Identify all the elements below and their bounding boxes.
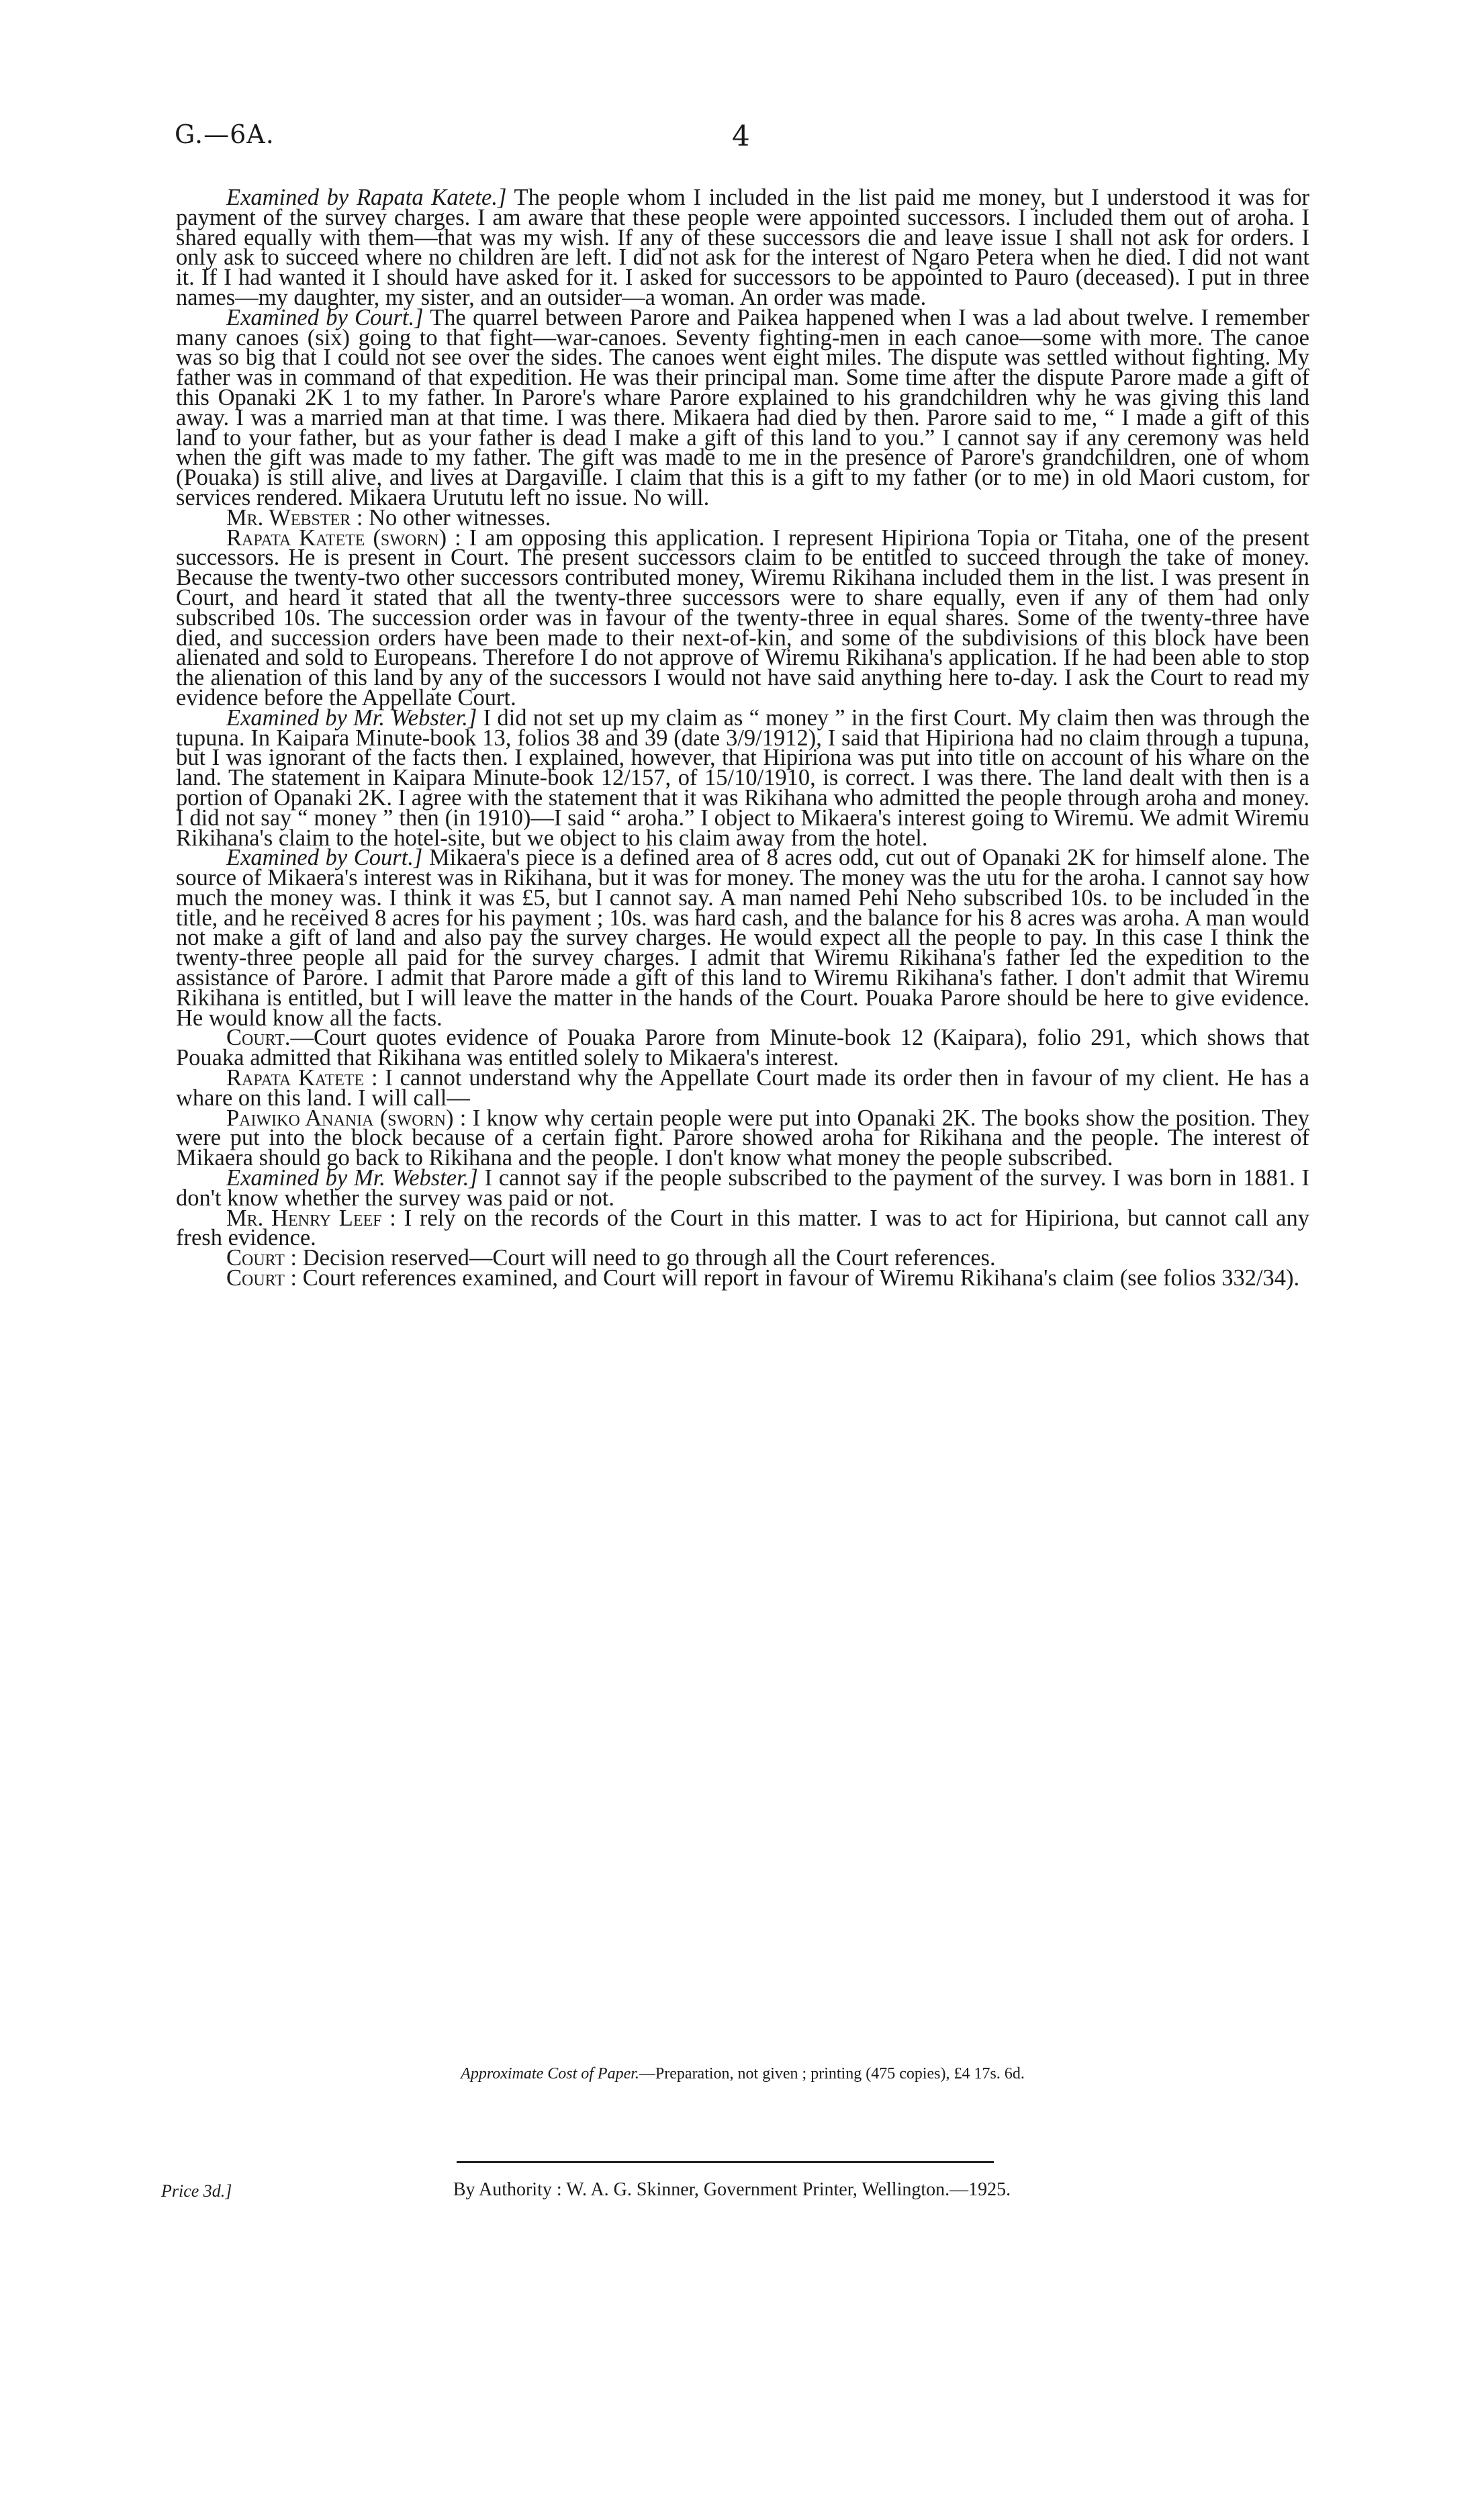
- paragraph: [176, 185, 1309, 310]
- paragraph-lead: Examined by Mr. Webster.]: [226, 1165, 478, 1191]
- paragraph-lead: Paiwiko Anania (sworn) :: [226, 1105, 467, 1131]
- paragraph: [176, 1205, 1309, 1251]
- paragraph-text: The quarrel between Parore and Paikea happened when I was a lad about twelve. I remember many canoes (six) going to that fight—war-canoes. Seventy fighting-men in each canoe—some with more. The canoe was so big that I could not see over the sides. The canoes went eight miles. The dispute was settled without fighting. My father was in command of that expedition. He was their principal man. Some time after the dispute Parore made a gift of this Opanaki 2K 1 to my father. In Parore's whare Parore explained to his grandchildren why he was giving this land away. I was a married man at that time. I was there. Mikaera had died by then. Parore said to me, “ I made a gift of this land to your father, but as your father is dead I make a gift of this land to you.” I cannot say if any ceremony was held when the gift was made to my father. The gift was made to me in the presence of Parore's grandchildren, one of whom (Pouaka) is still alive, and lives at Dargaville. I claim that this is a gift to my father (or to me) in old Maori custom, for services rendered. Mikaera Urututu left no issue. No will.: [176, 304, 1309, 510]
- paragraph-text: I cannot understand why the Appellate Court made its order then in favour of my client. He has a whare on this land. I will call—: [176, 1065, 1309, 1111]
- paragraph: [176, 1165, 1310, 1211]
- paragraph: [176, 524, 1309, 711]
- paragraph-text: The people whom I included in the list paid me money, but I understood it was for payment of the survey charges. I am aware that these people were appointed successors. I included them out of aroha. I shared equally with them—that was my wish. If any of these successors die and leave issue I shall not ask for orders. I only ask to succeed where no children are left. I did not ask for the interest of Ngaro Petera when he died. I did not want it. If I had wanted it I should have asked for it. I asked for successors to be appointed to Pauro (deceased). I put in three names—my daughter, my sister, and an outsider—a woman. An order was made.: [176, 185, 1309, 310]
- body-text: [176, 185, 1310, 1291]
- approximate-cost-line: [176, 2065, 1309, 2083]
- paragraph: [176, 845, 1310, 1031]
- paragraph-lead: Examined by Rapata Katete.]: [226, 185, 507, 210]
- page-header: [175, 120, 1309, 160]
- paragraph: [176, 1105, 1310, 1171]
- paragraph: [176, 1065, 1309, 1111]
- paragraph-text: I cannot say if the people subscribed to the payment of the survey. I was born in 1881. I don't know whether the survey was paid or not.: [176, 1165, 1310, 1211]
- page-number: 4: [732, 120, 750, 152]
- paragraph-text: Decision reserved—Court will need to go through all the Court references.: [297, 1245, 996, 1271]
- paragraph: [176, 1025, 1309, 1071]
- price: Price 3d.]: [161, 2181, 232, 2201]
- paragraph: [176, 704, 1310, 851]
- paragraph-lead: Court :: [226, 1265, 297, 1291]
- paragraph-text: I did not set up my claim as “ money ” in the first Court. My claim then was through the tupuna. In Kaipara Minute-book 13, folios 38 and 39 (date 3/9/1912), I said that Hipiriona had no claim through a tupuna, but I was ignorant of the facts then. I explained, however, that Hipiriona was put into title on account of his whare on the land. The statement in Kaipara Minute-book 12/157, of 15/10/1910, is correct. I was there. The land dealt with then is a portion of Opanaki 2K. I agree with the statement that it was Rikihana who admitted the people through aroha and money. I did not say “ money ” then (in 1910)—I said “ aroha.” I object to Mikaera's interest going to Wiremu. We admit Wiremu Rikihana's claim to the hotel-site, but we object to his claim away from the hotel.: [176, 704, 1310, 851]
- cost-label: Approximate Cost of Paper.: [461, 2065, 639, 2083]
- paragraph: [176, 1265, 1309, 1291]
- document-reference: G.—6A.: [175, 120, 275, 149]
- printer-authority: By Authority : W. A. G. Skinner, Government Printer, Wellington.—1925.: [453, 2179, 1011, 2200]
- paragraph-text: I am opposing this application. I represent Hipiriona Topia or Titaha, one of the present successors. He is present in Court. The present successors claim to be entitled to succeed through the take of money. Because the twenty-two other successors contributed money, Wiremu Rikihana included them in the list. I was present in Court, and heard it stated that all the twenty-three successors were to share equally, even if any of them had only subscribed 10s. The succession order was in favour of the twenty-three in equal shares. Some of the twenty-three have died, and succession orders have been made to their next-of-kin, and some of the subdivisions of this block have been alienated and sold to Europeans. Therefore I do not approve of Wiremu Rikihana's application. If he had been able to stop the alienation of this land by any of the successors I would not have said anything here to-day. I ask the Court to read my evidence before the Appellate Court.: [176, 524, 1309, 711]
- paragraph-lead: Court :: [226, 1245, 297, 1271]
- paragraph-text: Mikaera's piece is a defined area of 8 acres odd, cut out of Opanaki 2K for himself alone. The source of Mikaera's interest was in Rikihana, but it was for money. The money was the utu for the aroha. I cannot say how much the money was. I think it was £5, but I cannot say. A man named Pehi Neho subscribed 10s. to be included in the title, and he received 8 acres for his payment ; 10s. was hard cash, and the balance for his 8 acres was aroha. A man would not make a gift of land and also pay the survey charges. He would expect all the people to pay. In this case I think the twenty-three people all paid for the survey charges. I admit that Wiremu Rikihana's father led the expedition to the assistance of Parore. I admit that Parore made a gift of this land to Wiremu Rikihana's father. I don't admit that Wiremu Rikihana is entitled, but I will leave the matter in the hands of the Court. Pouaka Parore should be here to give evidence. He would know all the facts.: [176, 845, 1310, 1031]
- paragraph-text: I know why certain people were put into Opanaki 2K. The books show the position. They were put into the block because of a certain fight. Parore showed aroha for Rikihana and the people. The interest of Mikaera should go back to Rikihana and the people. I don't know what money the people subscribed.: [176, 1105, 1310, 1171]
- paragraph-lead: Rapata Katete (sworn) :: [226, 524, 461, 551]
- paragraph-lead: Mr. Henry Leef :: [226, 1205, 396, 1231]
- paragraph-lead: Examined by Court.]: [226, 304, 424, 330]
- paragraph-lead: Mr. Webster :: [226, 504, 363, 531]
- cost-text: —Preparation, not given ; printing (475 copies), £4 17s. 6d.: [639, 2065, 1025, 2083]
- paragraph-text: Court references examined, and Court will report in favour of Wiremu Rikihana's claim (see folios 332/34).: [297, 1265, 1300, 1291]
- paragraph-text: I rely on the records of the Court in this matter. I was to act for Hipiriona, but cannot call any fresh evidence.: [176, 1205, 1309, 1251]
- paragraph-text: No other witnesses.: [363, 504, 551, 531]
- paragraph-lead: Court.—: [226, 1025, 314, 1051]
- paragraph-lead: Examined by Mr. Webster.]: [226, 704, 477, 731]
- paragraph-lead: Rapata Katete :: [226, 1065, 378, 1091]
- paragraph-lead: Examined by Court.]: [226, 845, 423, 871]
- paragraph: [176, 304, 1309, 510]
- paragraph-text: Court quotes evidence of Pouaka Parore from Minute-book 12 (Kaipara), folio 291, which shows that Pouaka admitted that Rikihana was entitled solely to Mikaera's interest.: [176, 1025, 1309, 1071]
- footer-rule: [457, 2161, 994, 2163]
